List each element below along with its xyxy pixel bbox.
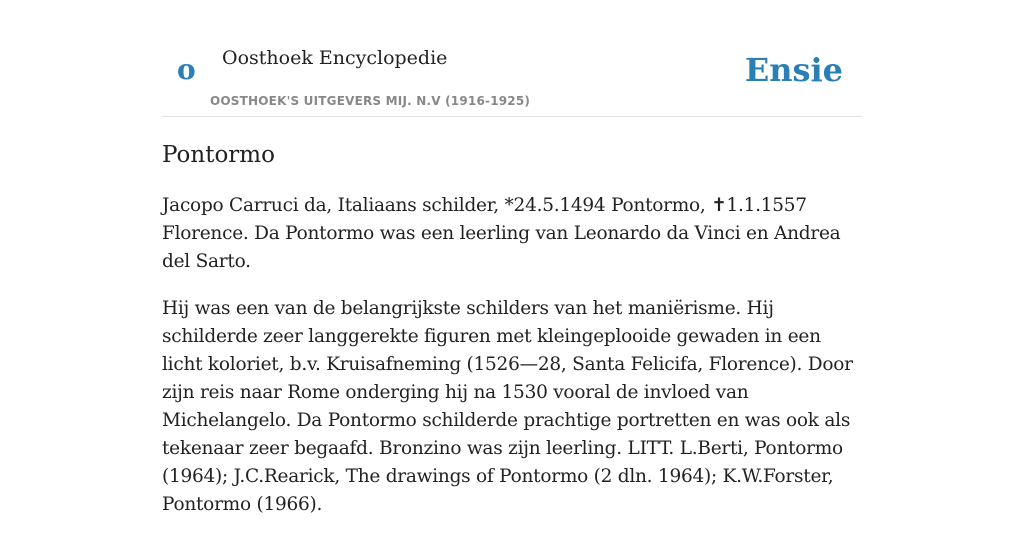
page-container — [162, 0, 862, 515]
source-header — [162, 0, 862, 117]
source-logo[interactable]: o — [177, 53, 196, 86]
entry-paragraph: Hij was een van de belangrijkste schilders van het maniërisme. Hij schilderde zeer langgerekte figuren met kleingeplooide gewaden in een licht koloriet, b.v. Kruisafneming (1526—28, Santa Felicifa, Florence). Door zijn reis naar Rome onderging hij na 1530 vooral de invloed van Michelangelo. Da Pontormo schilderde prachtige portretten en was ook als tekenaar zeer begaafd. Bronzino was zijn leerling. LITT. L.Berti, Pontormo (1964); J.C.Rearick, The drawings of Pontormo (2 dln. 1964); K.W.Forster, Pontormo (1966). — [162, 298, 853, 515]
entry-title: Pontormo — [162, 142, 275, 168]
entry-paragraph: Jacopo Carruci da, Italiaans schilder, *24.5.1494 Pontormo, ✝1.1.1557 Florence. Da Pontormo was een leerling van Leonardo da Vinci en Andrea del Sarto. — [162, 195, 841, 272]
publisher-label: OOSTHOEK'S UITGEVERS MIJ. N.V (1916-1925) — [210, 94, 531, 108]
entry-body — [162, 192, 862, 538]
source-title-link[interactable]: Oosthoek Encyclopedie — [222, 47, 448, 69]
ensie-logo-link[interactable]: Ensie — [744, 51, 843, 89]
